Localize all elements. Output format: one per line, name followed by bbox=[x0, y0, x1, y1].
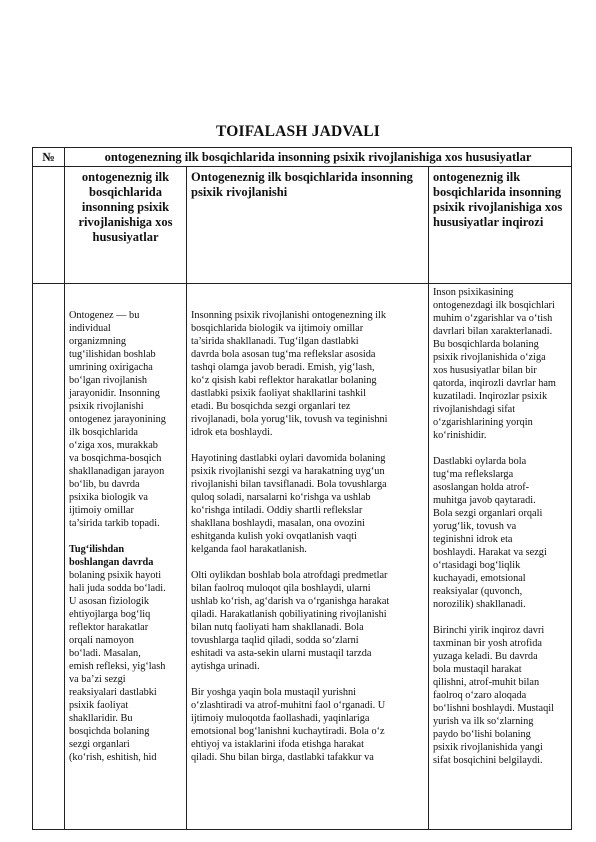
subheader-crisis: ontogeneznig ilk bosqichlarida insonning psixik rivojlanishiga xos hususiyatlar inqirozi bbox=[429, 167, 572, 284]
number-cell-empty bbox=[33, 167, 65, 284]
paragraph: Ontogenez — bu individual organizmning tug‘ilishidan boshlab umrining oxirigacha bo‘lgan rivojlanish jarayonidir. Insonning psixik rivojlanishi ontogenez jarayonining ilk bosqichlarida o‘ziga xos, murakkab va bosqichma-bosqich shakllanadigan jarayon bo‘lib, bu davrda psixika biologik va ijtimoiy omillar ta’sirida tarkib topadi. bbox=[69, 310, 166, 529]
page-title: TOIFALASH JADVALI bbox=[215, 123, 381, 140]
paragraph-text: bolaning psixik hayoti hali juda sodda bo‘ladi. U asosan fiziologik ehtiyojlarga bog‘liq reflektor harakatlar orqali namoyon bo‘ladi. Masalan, emish refleksi, yig‘lash va ba’zi sezgi reaksiyalari dastlabki psixik faoliyat shakllaridir. Bu bosqichda bolaning sezgi organlari (ko‘rish, eshitish, hid bbox=[69, 570, 166, 763]
paragraph bbox=[69, 543, 183, 764]
subheader-development: Ontogeneznig ilk bosqichlarida insonning psixik rivojlanishi bbox=[187, 167, 429, 284]
paragraph: Birinchi yirik inqiroz davri taxminan bir yosh atrofida yuzaga keladi. Bu davrda bola mustaqil harakat qilishni, atrof-muhit bilan faolroq o‘zaro aloqada bo‘lishni boshlaydi. Mustaqil yurish va ilk so‘zlarning paydo bo‘lishi bolaning psixik rivojlanishida yangi sifat bosqichini belgilaydi. bbox=[433, 625, 554, 766]
paragraph: Dastlabki oylarda bola tug‘ma reflekslarga asoslangan holda atrof- muhitga javob qaytaradi. Bola sezgi organlari orqali yorug‘lik, tovush va teginishni idrok eta boshlaydi. Harakat va sezgi o‘rtasidagi bog‘liqlik kuchayadi, emotsional reaksiyalar (quvonch, norozilik) shakllanadi. bbox=[433, 456, 547, 610]
number-cell-empty bbox=[33, 284, 65, 830]
bold-lead-text: Tug‘ilishdan boshlangan davrda bbox=[69, 544, 154, 568]
subheader-features: ontogeneznig ilk bosqichlarida insonning psixik rivojlanishiga xos hususiyatlar bbox=[65, 167, 187, 284]
cell-crisis bbox=[429, 284, 572, 830]
paragraph: Inson psixikasining ontogenezdagi ilk bosqichlari muhim o‘zgarishlar va o‘tish davrlari bilan xarakterlanadi. Bu bosqichlarda bolaning psixik rivojlanishida o‘ziga xos hususiyatlar bilan bir qatorda, inqirozli davrlar ham kuzatiladi. Inqirozlar psixik rivojlanishdagi sifat o‘zgarishlarining yorqin ko‘rinishidir. bbox=[433, 287, 556, 441]
paragraph: Olti oylikdan boshlab bola atrofdagi predmetlar bilan faolroq muloqot qila boshlaydi, ularni ushlab ko‘rish, ag‘darish va o‘rganishga harakat qiladi. Harakatlanish qobiliyatining rivojlanishi bilan nutq faoliyati ham shakllanadi. Bola tovushlarga taqlid qiladi, sodda so‘zlarni eshitadi va asta-sekin ularni mustaqil tarzda aytishga urinadi. bbox=[191, 570, 390, 672]
paragraph: Bir yoshga yaqin bola mustaqil yurishni o‘zlashtiradi va atrof-muhitni faol o‘rganadi. U ijtimoiy muloqotda faollashadi, yaqinlariga emotsional bog‘lanishni kuchaytiradi. Bola o‘z ehtiyoj va istaklarini ifoda etishga harakat qiladi. Shu bilan birga, dastlabki tafakkur va bbox=[191, 687, 386, 763]
paragraph: Insonning psixik rivojlanishi ontogenezning ilk bosqichlarida biologik va ijtimoiy omillar ta’sirida shakllanadi. Tug‘ilgan dastlabki davrda bola asosan tug‘ma reflekslar asosida tashqi olamga javob beradi. Emish, yig‘lash, ko‘z qisish kabi reflektor harakatlar bolaning dastlabki psixik faoliyat shakllarini tashkil etadi. Bu bosqichda sezgi organlari tez rivojlanadi, bola yorug‘lik, tovush va teginishni idrok eta boshlaydi. bbox=[191, 310, 388, 438]
cell-features bbox=[65, 284, 187, 830]
paragraph: Hayotining dastlabki oylari davomida bolaning psixik rivojlanishi sezgi va harakatning uyg‘un rivojlanishi bilan tavsiflanadi. Bola tovushlarga quloq soladi, narsalarni ko‘rishga va ushlab ko‘rishga intiladi. Oddiy shartli reflekslar shakllana boshlaydi, masalan, ona ovozini eshitganda kulish yoki ovqatlanish vaqti kelganda faol harakatlanish. bbox=[191, 453, 387, 555]
cell-development bbox=[187, 284, 429, 830]
table-header-row bbox=[33, 148, 572, 167]
table-subheader-row bbox=[33, 167, 572, 284]
classification-table bbox=[32, 147, 572, 830]
main-column-header: ontogenezning ilk bosqichlarida insonning psixik rivojlanishiga xos hususiyatlar bbox=[65, 148, 572, 167]
number-column-header: № bbox=[33, 148, 65, 167]
table-row bbox=[33, 284, 572, 830]
